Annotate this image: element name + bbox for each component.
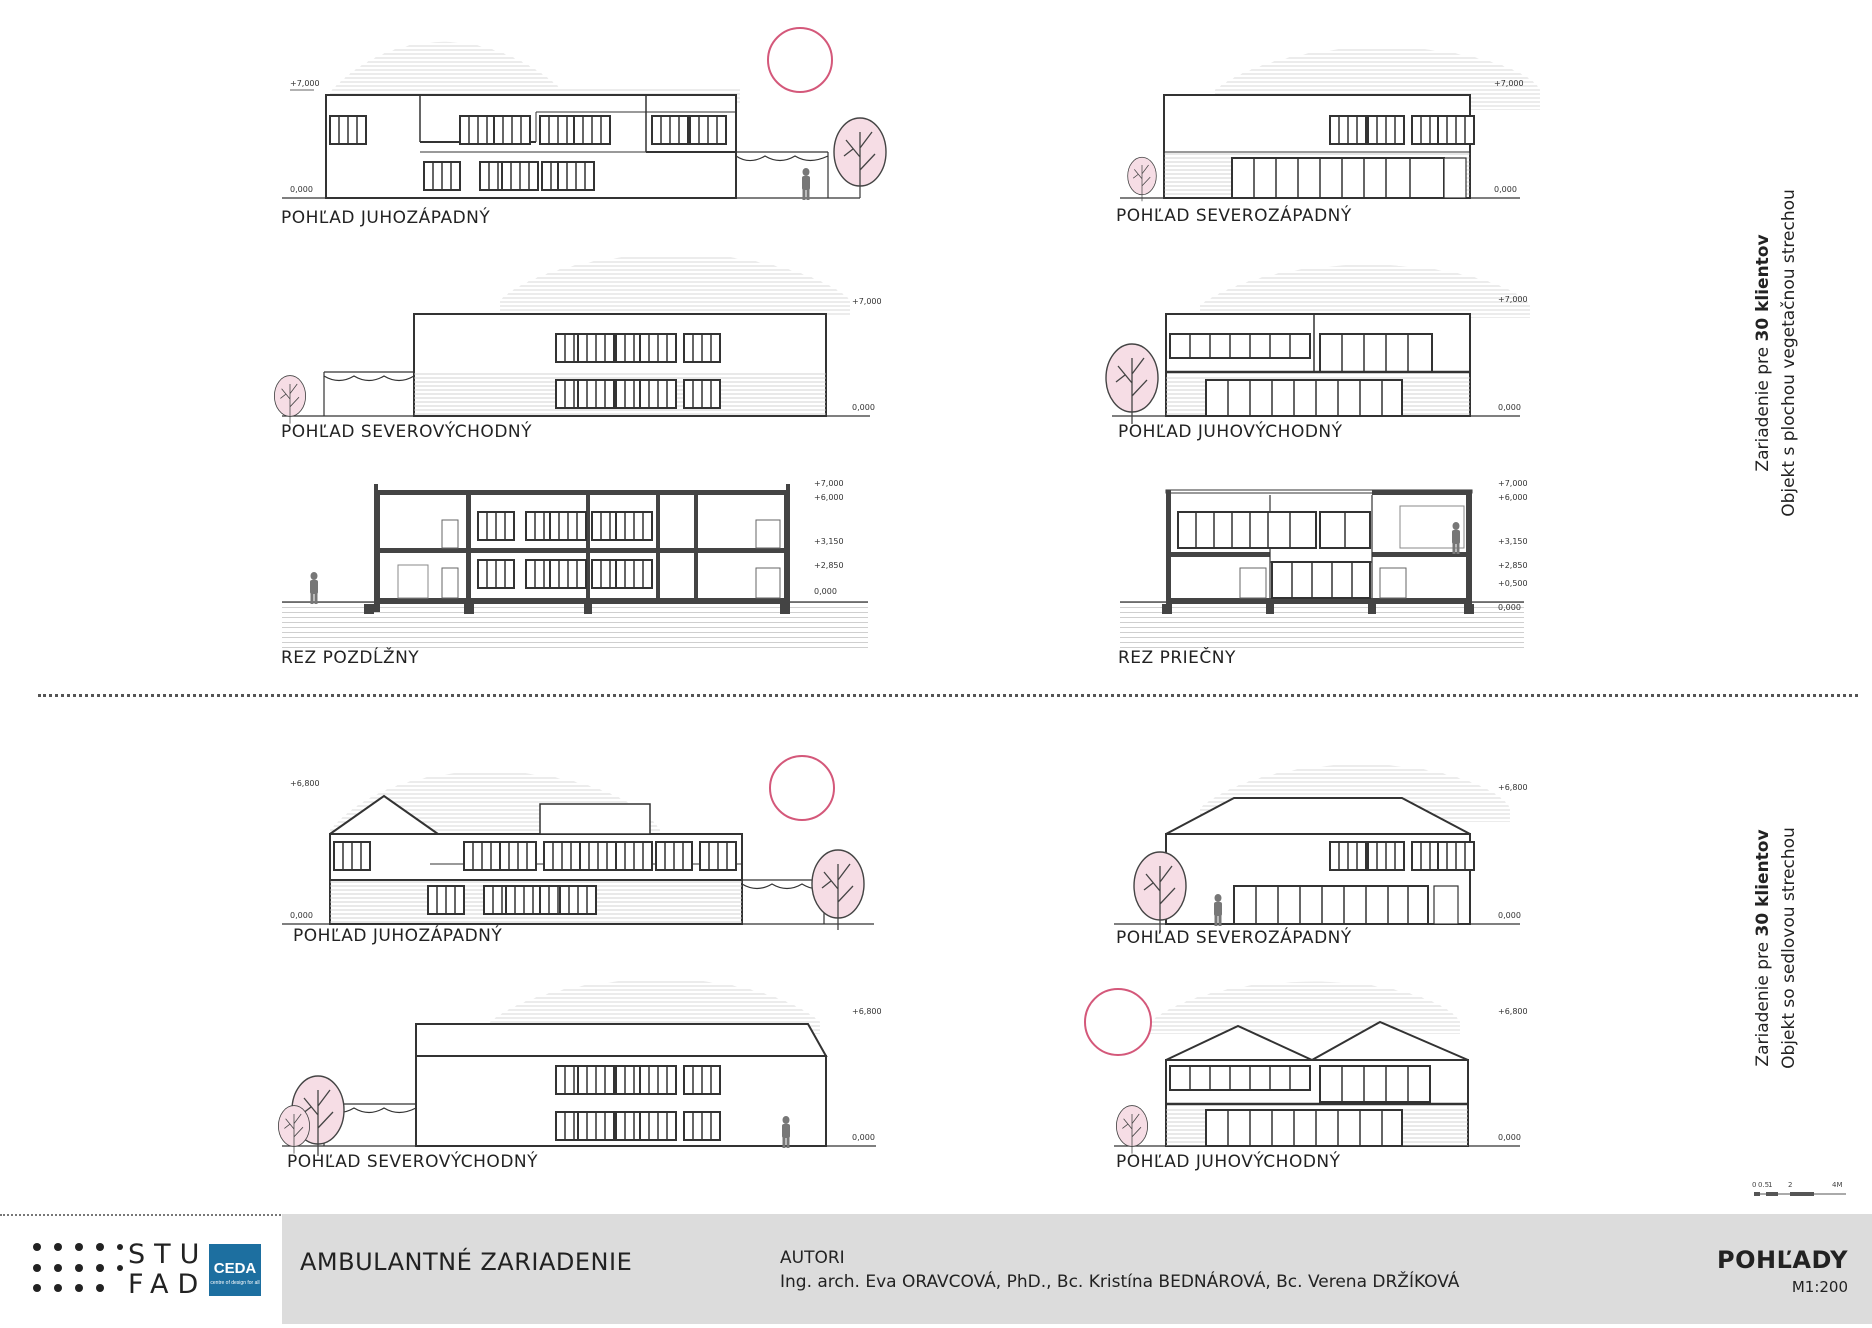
- svg-text:+0,500: +0,500: [1498, 579, 1528, 588]
- svg-text:+6,800: +6,800: [290, 779, 320, 788]
- ceda-subtitle: centre of design for all: [210, 1280, 260, 1286]
- variant-b-note: [1750, 688, 1802, 1208]
- svg-text:+7,000: +7,000: [814, 479, 844, 488]
- svg-text:+7,000: +7,000: [1498, 479, 1528, 488]
- svg-text:+7,000: +7,000: [852, 297, 882, 306]
- svg-text:+6,800: +6,800: [1498, 1007, 1528, 1016]
- elevation-juhozapadny-b: [282, 756, 874, 930]
- variant-b-note-line1: Zariadenie pre: [1753, 936, 1773, 1067]
- caption-rez-pozdlzny: REZ POZDĹŽNY: [281, 648, 420, 668]
- variant-a-note: [1750, 93, 1802, 613]
- elevation-severovychodny-b: [278, 1007, 881, 1156]
- section-pozdlzny: [282, 479, 868, 650]
- project-title: AMBULANTNÉ ZARIADENIE: [300, 1248, 633, 1276]
- authors-names: Ing. arch. Eva ORAVCOVÁ, PhD., Bc. Kristína BEDNÁROVÁ, Bc. Verena DRŽÍKOVÁ: [780, 1272, 1460, 1292]
- caption-rez-priecny: REZ PRIEČNY: [1118, 648, 1236, 668]
- svg-text:+7,000: +7,000: [1498, 295, 1528, 304]
- ceda-name: CEDA: [213, 1260, 257, 1277]
- svg-text:+6,800: +6,800: [1498, 783, 1528, 792]
- svg-text:+2,850: +2,850: [1498, 561, 1528, 570]
- svg-text:0,000: 0,000: [1498, 1133, 1521, 1142]
- stu-fad-logo-text: [128, 1240, 208, 1300]
- caption-severozapadny-a: POHĽAD SEVEROZÁPADNÝ: [1116, 206, 1352, 226]
- svg-text:+3,150: +3,150: [1498, 537, 1528, 546]
- elevation-juhovychodny-a: [1106, 295, 1528, 424]
- caption-juhozapadny-b: POHĽAD JUHOZÁPADNÝ: [293, 926, 503, 946]
- caption-severovychodny-a: POHĽAD SEVEROVÝCHODNÝ: [281, 422, 533, 442]
- logo-fad: FAD: [128, 1269, 208, 1300]
- svg-text:0,000: 0,000: [290, 185, 313, 194]
- caption-juhovychodny-a: POHĽAD JUHOVÝCHODNÝ: [1118, 422, 1343, 442]
- svg-text:+7,000: +7,000: [290, 79, 320, 88]
- scale-tick-4: 4M: [1832, 1181, 1843, 1189]
- svg-text:+6,000: +6,000: [1498, 493, 1528, 502]
- svg-text:0,000: 0,000: [1494, 185, 1517, 194]
- authors-label: AUTORI: [780, 1248, 845, 1268]
- svg-text:0,000: 0,000: [290, 911, 313, 920]
- scale-tick-2: 1: [1768, 1181, 1773, 1189]
- svg-text:0,000: 0,000: [1498, 403, 1521, 412]
- logo-stu: STU: [128, 1239, 209, 1270]
- svg-text:0,000: 0,000: [1498, 911, 1521, 920]
- caption-juhozapadny-a: POHĽAD JUHOZÁPADNÝ: [281, 208, 491, 228]
- svg-text:+6,800: +6,800: [852, 1007, 882, 1016]
- variant-b-note-bold: 30 klientov: [1753, 829, 1773, 937]
- elevation-severozapadny-a: [1120, 79, 1524, 201]
- variant-a-note-bold: 30 klientov: [1753, 234, 1773, 342]
- caption-juhovychodny-b: POHĽAD JUHOVÝCHODNÝ: [1116, 1152, 1341, 1172]
- scale-bar: [1752, 1178, 1852, 1202]
- variant-a-note-line2: Objekt s plochou vegetačnou strechou: [1779, 189, 1799, 517]
- section-priecny: [1120, 479, 1528, 650]
- svg-text:0,000: 0,000: [1498, 603, 1521, 612]
- svg-text:+7,000: +7,000: [1494, 79, 1524, 88]
- sheet-title: POHĽADY: [1717, 1246, 1848, 1274]
- svg-text:0,000: 0,000: [852, 1133, 875, 1142]
- ceda-logo: [209, 1244, 261, 1296]
- scale-tick-0: 0: [1752, 1181, 1757, 1189]
- svg-text:0,000: 0,000: [852, 403, 875, 412]
- sheet-scale: M1:200: [1791, 1278, 1848, 1296]
- svg-text:+2,850: +2,850: [814, 561, 844, 570]
- stu-fad-dots-logo: [32, 1242, 124, 1294]
- elevation-severovychodny-a: [274, 297, 881, 424]
- caption-severovychodny-b: POHĽAD SEVEROVÝCHODNÝ: [287, 1152, 539, 1172]
- variant-b-note-line2: Objekt so sedlovou strechou: [1779, 827, 1799, 1069]
- svg-text:0,000: 0,000: [814, 587, 837, 596]
- caption-severozapadny-b: POHĽAD SEVEROZÁPADNÝ: [1116, 928, 1352, 948]
- svg-text:+3,150: +3,150: [814, 537, 844, 546]
- section-divider: [38, 694, 1858, 697]
- svg-text:+6,000: +6,000: [814, 493, 844, 502]
- scale-tick-3: 2: [1788, 1181, 1793, 1189]
- footer: [0, 1214, 1872, 1324]
- variant-a-note-line1: Zariadenie pre: [1753, 341, 1773, 472]
- scale-tick-1: 0.5: [1758, 1181, 1770, 1189]
- elevation-juhozapadny-a: [282, 28, 886, 200]
